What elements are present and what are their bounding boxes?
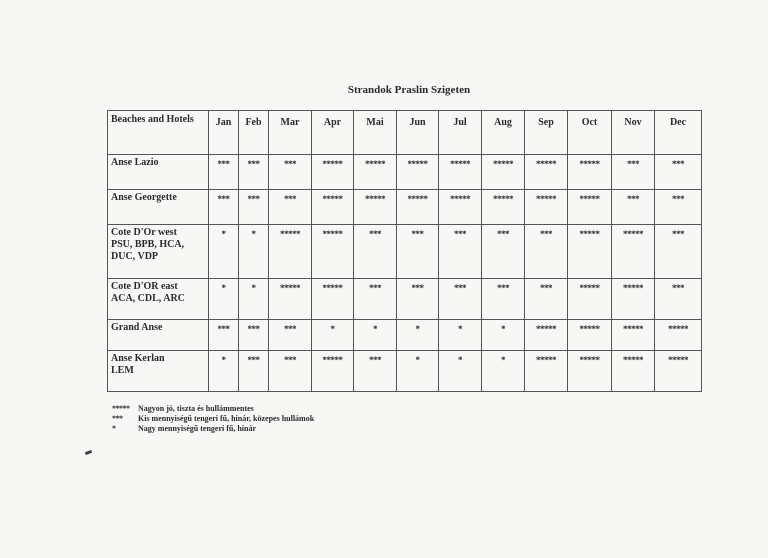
rating-cell: *	[209, 225, 239, 279]
rating-cell: ***	[269, 350, 312, 391]
beach-name-line: Anse Georgette	[111, 192, 177, 204]
beach-name-line: ACA, CDL, ARC	[111, 292, 185, 304]
month-header-aug: Aug	[482, 111, 525, 155]
beach-name	[108, 278, 209, 319]
table-row	[108, 319, 702, 350]
rating-cell: *****	[568, 155, 612, 190]
rating-cell: ***	[525, 225, 568, 279]
rating-cell: *****	[312, 278, 354, 319]
rating-cell: ***	[269, 190, 312, 225]
legend-item	[112, 404, 314, 414]
beach-name	[108, 190, 209, 225]
rating-cell: *****	[354, 155, 397, 190]
rating-cell: ***	[239, 155, 269, 190]
rating-cell: ***	[439, 278, 482, 319]
rating-cell: ***	[354, 278, 397, 319]
rating-cell: ***	[397, 278, 439, 319]
corner-header: Beaches and Hotels	[108, 111, 209, 155]
legend-text: Kis mennyiségű tengeri fű, hínár, közepes hullámok	[138, 414, 315, 423]
rating-cell: ***	[655, 155, 702, 190]
rating-cell: *****	[612, 319, 655, 350]
rating-cell: *****	[439, 155, 482, 190]
beach-name-line: Anse Lazio	[111, 157, 159, 168]
rating-cell: *****	[568, 225, 612, 279]
month-header-mar: Mar	[269, 111, 312, 155]
pen-mark	[85, 450, 93, 455]
rating-cell: ***	[209, 190, 239, 225]
rating-cell: ***	[525, 278, 568, 319]
rating-cell: *****	[568, 350, 612, 391]
beach-name-line: Anse Kerlan	[111, 352, 165, 364]
month-header-mai: Mai	[354, 111, 397, 155]
rating-cell: ***	[482, 278, 525, 319]
table-row	[108, 225, 702, 279]
legend-text: Nagy mennyiségű tengeri fű, hínár	[138, 424, 256, 433]
table-row	[108, 155, 702, 190]
rating-cell: *****	[439, 190, 482, 225]
table-row	[108, 190, 702, 225]
rating-cell: *	[482, 319, 525, 350]
month-header-feb: Feb	[239, 111, 269, 155]
rating-cell: *****	[525, 319, 568, 350]
month-header-nov: Nov	[612, 111, 655, 155]
rating-cell: *	[354, 319, 397, 350]
beach-name-line: LEM	[111, 364, 134, 376]
rating-cell: *****	[568, 278, 612, 319]
beach-name-line: Grand Anse	[111, 321, 163, 333]
rating-cell: ***	[439, 225, 482, 279]
rating-cell: *****	[655, 319, 702, 350]
rating-cell: ***	[269, 319, 312, 350]
rating-cell: *****	[269, 225, 312, 279]
rating-cell: *	[397, 350, 439, 391]
rating-cell: *****	[525, 190, 568, 225]
rating-cell: *	[239, 225, 269, 279]
beach-name-line: Cote D'OR east	[111, 280, 178, 292]
rating-cell: *****	[354, 190, 397, 225]
rating-cell: *	[439, 319, 482, 350]
rating-cell: *****	[568, 319, 612, 350]
page-title: Strandok Praslin Szigeten	[347, 84, 471, 96]
month-header-apr: Apr	[312, 111, 354, 155]
month-header-jan: Jan	[209, 111, 239, 155]
rating-cell: ***	[482, 225, 525, 279]
month-header-jun: Jun	[397, 111, 439, 155]
beach-name	[108, 319, 209, 350]
rating-cell: *****	[525, 155, 568, 190]
rating-cell: *****	[269, 278, 312, 319]
rating-cell: *	[239, 278, 269, 319]
beach-calendar-table	[107, 110, 702, 392]
rating-cell: *	[439, 350, 482, 391]
rating-cell: *****	[525, 350, 568, 391]
rating-cell: *****	[655, 350, 702, 391]
rating-cell: *	[482, 350, 525, 391]
rating-cell: *****	[312, 190, 354, 225]
legend-symbol: *	[112, 424, 116, 433]
beach-name	[108, 225, 209, 279]
legend-item	[112, 424, 314, 434]
legend-item	[112, 414, 314, 424]
month-header-oct: Oct	[568, 111, 612, 155]
table-row	[108, 350, 702, 391]
table-row	[108, 278, 702, 319]
rating-cell: ***	[239, 319, 269, 350]
rating-cell: *	[312, 319, 354, 350]
month-header-dec: Dec	[655, 111, 702, 155]
rating-cell: ***	[239, 350, 269, 391]
rating-cell: *****	[312, 350, 354, 391]
rating-cell: *****	[482, 190, 525, 225]
rating-cell: ***	[239, 190, 269, 225]
rating-cell: *****	[312, 225, 354, 279]
rating-cell: *	[397, 319, 439, 350]
beach-name-line: DUC, VDP	[111, 251, 159, 263]
rating-cell: ***	[612, 190, 655, 225]
rating-cell: ***	[655, 190, 702, 225]
rating-cell: *****	[397, 155, 439, 190]
rating-cell: *****	[612, 278, 655, 319]
legend	[112, 404, 314, 434]
header-row	[108, 111, 702, 155]
rating-cell: ***	[612, 155, 655, 190]
rating-cell: ***	[397, 225, 439, 279]
rating-cell: ***	[354, 350, 397, 391]
beach-name-line: Cote D'Or west	[111, 227, 177, 239]
rating-cell: ***	[269, 155, 312, 190]
rating-cell: *****	[568, 190, 612, 225]
rating-cell: ***	[655, 278, 702, 319]
rating-cell: ***	[354, 225, 397, 279]
rating-cell: ***	[209, 155, 239, 190]
rating-cell: ***	[655, 225, 702, 279]
legend-text: Nagyon jó, tiszta és hullámmentes	[138, 404, 254, 413]
legend-symbol: *****	[112, 404, 130, 413]
rating-cell: *	[209, 350, 239, 391]
rating-cell: *****	[312, 155, 354, 190]
beach-name-line: PSU, BPB, HCA,	[111, 239, 185, 251]
rating-cell: *****	[612, 350, 655, 391]
rating-cell: *****	[482, 155, 525, 190]
beach-name	[108, 350, 209, 391]
rating-cell: *	[209, 278, 239, 319]
rating-cell: *****	[612, 225, 655, 279]
rating-cell: *****	[397, 190, 439, 225]
month-header-jul: Jul	[439, 111, 482, 155]
legend-symbol: ***	[112, 414, 123, 423]
beach-name	[108, 155, 209, 190]
rating-cell: ***	[209, 319, 239, 350]
month-header-sep: Sep	[525, 111, 568, 155]
